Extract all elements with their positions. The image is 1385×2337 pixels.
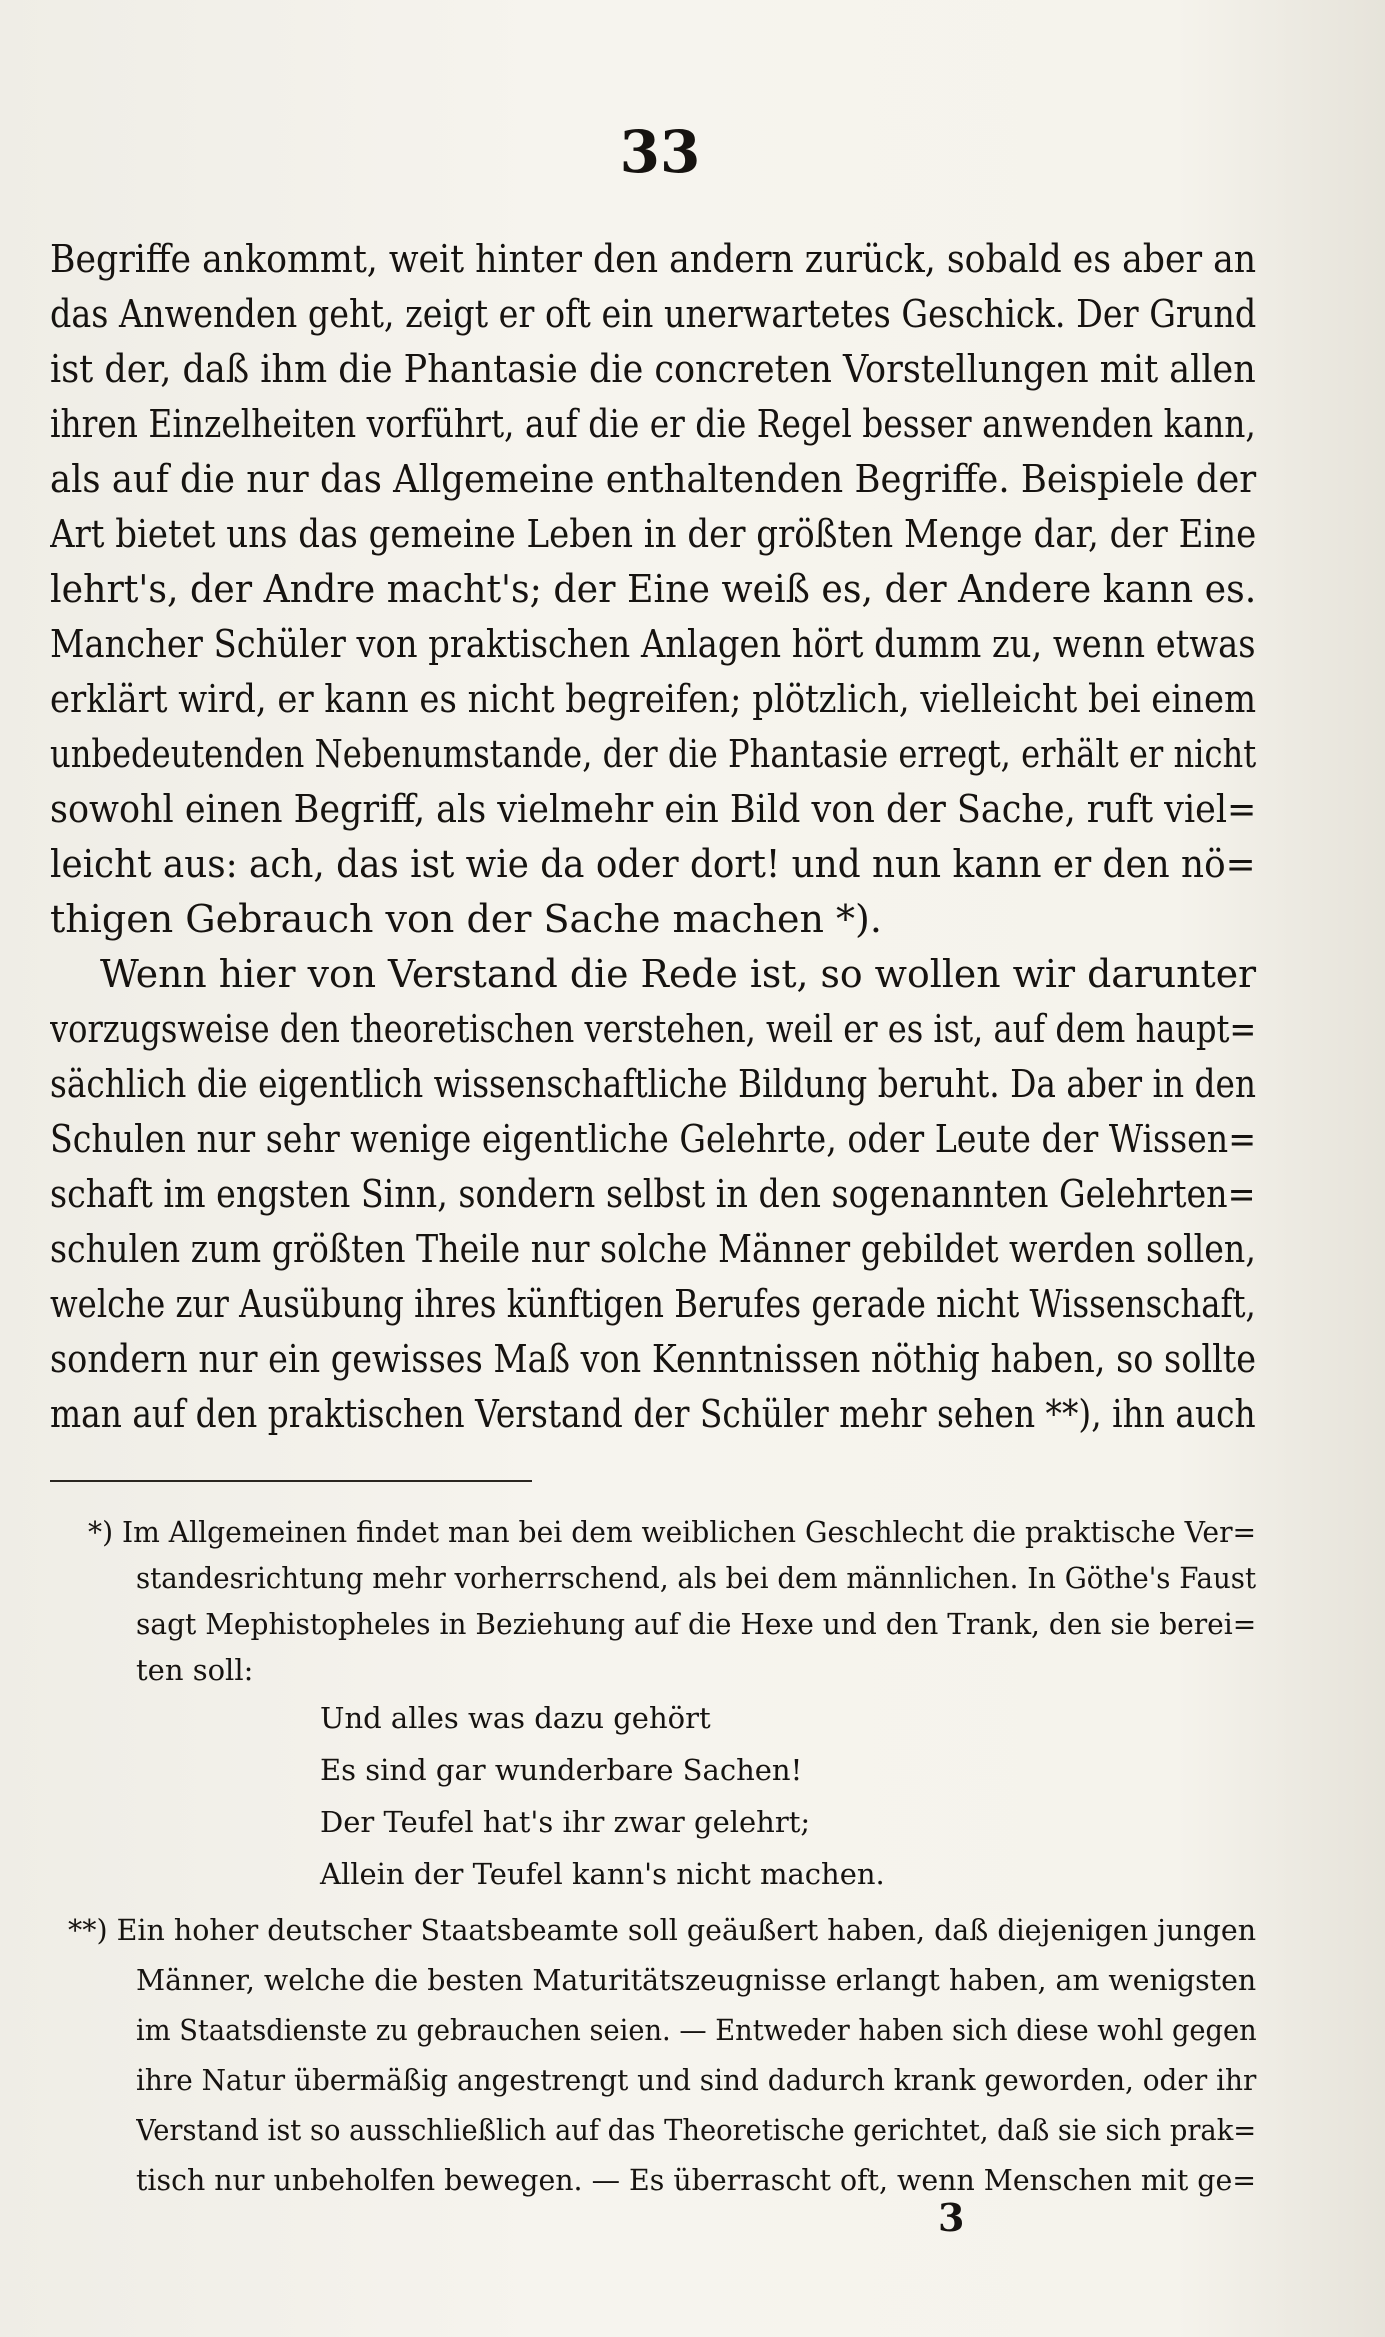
verse-line: Es sind gar wunderbare Sachen! [320, 1753, 803, 1787]
text-line: sowohl einen Begriff, als vielmehr ein Bild von der Sache, ruft viel= [50, 787, 1257, 831]
footnote-divider [50, 1480, 532, 1482]
verse-line: Der Teufel hat's ihr zwar gelehrt; [320, 1805, 811, 1839]
footnote-line: tisch nur unbeholfen bewegen. — Es überrascht oft, wenn Menschen mit ge= [136, 2163, 1257, 2197]
footnote-line: *) Im Allgemeinen findet man bei dem weiblichen Geschlecht die praktische Ver= [88, 1515, 1257, 1549]
text-line: welche zur Ausübung ihres künftigen Berufes gerade nicht Wissenschaft, [50, 1282, 1256, 1326]
footnote-line: sagt Mephistopheles in Beziehung auf die Hexe und den Trank, den sie berei= [136, 1607, 1257, 1641]
verse-line: Allein der Teufel kann's nicht machen. [320, 1857, 885, 1891]
text-line: sondern nur ein gewisses Maß von Kenntnissen nöthig haben, so sollte [50, 1337, 1257, 1381]
text-line: Wenn hier von Verstand die Rede ist, so wollen wir darunter [100, 952, 1257, 996]
text-line: schulen zum größten Theile nur solche Männer gebildet werden sollen, [50, 1227, 1256, 1271]
text-line: Begriffe ankommt, weit hinter den andern zurück, sobald es aber an [50, 237, 1257, 281]
text-line: unbedeutenden Nebenumstande, der die Phantasie erregt, erhält er nicht [50, 732, 1257, 776]
text-line: schaft im engsten Sinn, sondern selbst in den sogenannten Gelehrten= [50, 1172, 1256, 1216]
text-line: Schulen nur sehr wenige eigentliche Gelehrte, oder Leute der Wissen= [50, 1117, 1257, 1161]
text-line: vorzugsweise den theoretischen verstehen, weil er es ist, auf dem haupt= [50, 1007, 1257, 1051]
text-line: leicht aus: ach, das ist wie da oder dort! und nun kann er den nö= [50, 842, 1256, 886]
text-line: lehrt's, der Andre macht's; der Eine weiß es, der Andere kann es. [50, 567, 1257, 611]
footnote-line: standesrichtung mehr vorherrschend, als bei dem männlichen. In Göthe's Faust [136, 1561, 1257, 1595]
text-line: thigen Gebrauch von der Sache machen *). [50, 897, 882, 941]
text-line: man auf den praktischen Verstand der Schüler mehr sehen **), ihn auch [50, 1392, 1256, 1436]
text-line: erklärt wird, er kann es nicht begreifen; plötzlich, vielleicht bei einem [50, 677, 1257, 721]
text-line: Art bietet uns das gemeine Leben in der größten Menge dar, der Eine [50, 512, 1257, 556]
text-line: ist der, daß ihm die Phantasie die concreten Vorstellungen mit allen [50, 347, 1256, 391]
text-line: sächlich die eigentlich wissenschaftliche Bildung beruht. Da aber in den [50, 1062, 1257, 1106]
text-line: als auf die nur das Allgemeine enthaltenden Begriffe. Beispiele der [50, 457, 1257, 501]
footnote-line: Verstand ist so ausschließlich auf das Theoretische gerichtet, daß sie sich prak= [136, 2113, 1257, 2147]
text-line: Mancher Schüler von praktischen Anlagen hört dumm zu, wenn etwas [50, 622, 1256, 666]
footnote-line: ihre Natur übermäßig angestrengt und sind dadurch krank geworden, oder ihr [136, 2063, 1257, 2097]
footnote-line: **) Ein hoher deutscher Staatsbeamte soll geäußert haben, daß diejenigen jungen [68, 1913, 1257, 1947]
text-line: ihren Einzelheiten vorführt, auf die er die Regel besser anwenden kann, [50, 402, 1256, 446]
page-number: 33 [619, 118, 701, 186]
text-line: das Anwenden geht, zeigt er oft ein unerwartetes Geschick. Der Grund [50, 292, 1257, 336]
footnote-line: Männer, welche die besten Maturitätszeugnisse erlangt haben, am wenigsten [136, 1963, 1257, 1997]
footnote-line: ten soll: [136, 1653, 254, 1687]
signature-mark: 3 [938, 2195, 965, 2240]
footnote-line: im Staatsdienste zu gebrauchen seien. — Entweder haben sich diese wohl gegen [136, 2013, 1257, 2047]
verse-line: Und alles was dazu gehört [320, 1701, 711, 1735]
